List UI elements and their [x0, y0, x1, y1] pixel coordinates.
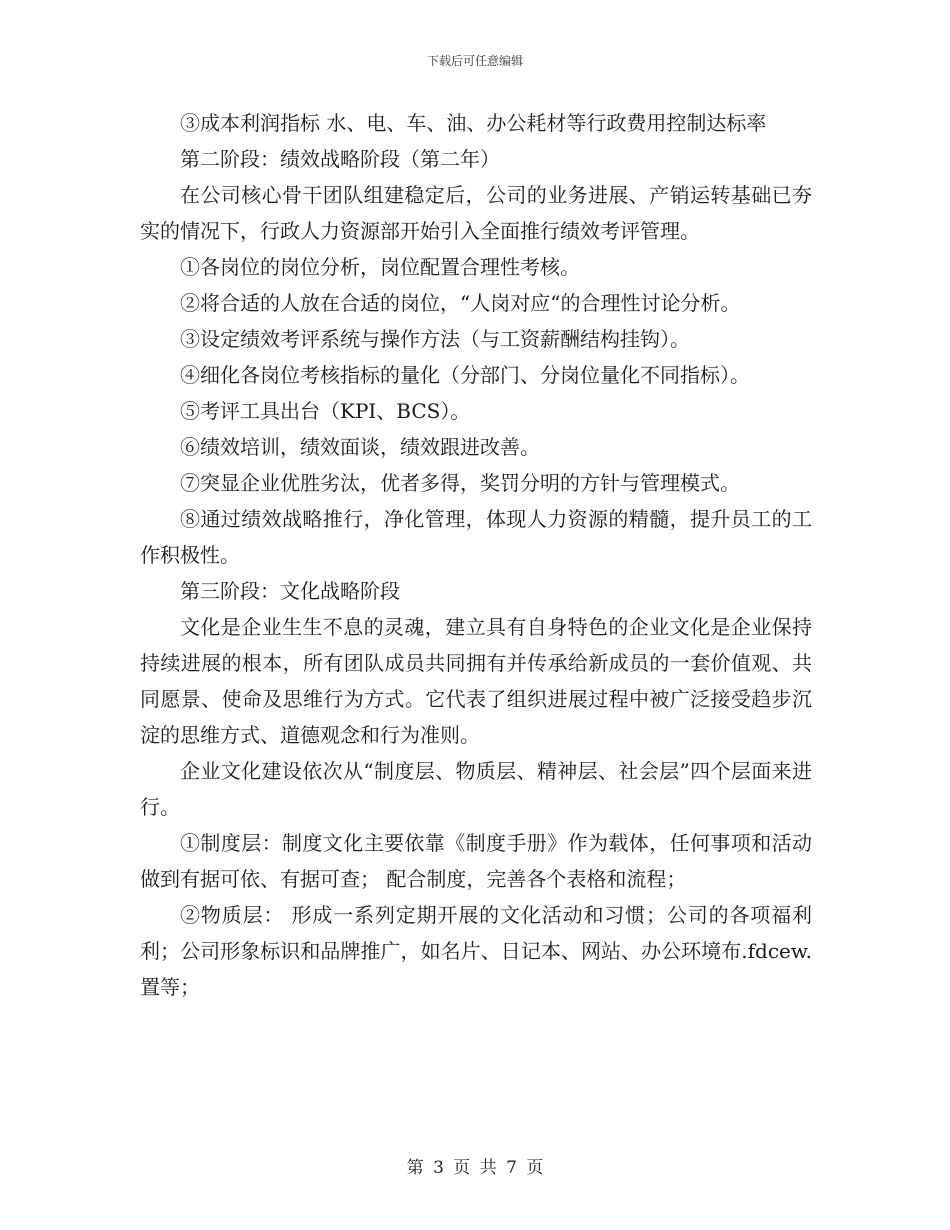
- list-item: ⑦突显企业优胜劣汰，优者多得，奖罚分明的方针与管理模式。: [180, 471, 740, 495]
- list-item: ①制度层：制度文化主要依靠《制度手册》作为载体，任何事项和活动做到有据可依、有据可查； 配合制度，完善各个表格和流程；: [140, 831, 812, 891]
- list-item: ①各岗位的岗位分析，岗位配置合理性考核。: [180, 255, 580, 279]
- page-number-footer: 第 3 页 共 7 页: [406, 1158, 544, 1178]
- section-heading: 第三阶段：文化战略阶段: [180, 579, 400, 603]
- paragraph: 文化是企业生生不息的灵魂，建立具有自身特色的企业文化是企业保持持续进展的根本，所有团队成员共同拥有并传承给新成员的一套价值观、共同愿景、使命及思维行为方式。它代表了组织进展过程中被广泛接受趋步沉淀的思维方式、道德观念和行为准则。: [140, 615, 812, 747]
- list-item: ④细化各岗位考核指标的量化（分部门、分岗位量化不同指标）。: [180, 363, 750, 387]
- page-header-note: 下载后可任意编辑: [426, 54, 523, 68]
- list-item: ⑤考评工具出台（KPI、BCS）。: [180, 399, 471, 423]
- list-item: ②物质层： 形成一系列定期开展的文化活动和习惯；公司的各项福利利；公司形象标识和品牌推广，如名片、日记本、网站、办公环境布.fdcew.置等；: [140, 903, 812, 999]
- paragraph: 在公司核心骨干团队组建稳定后，公司的业务进展、产销运转基础已夯实的情况下，行政人力资源部开始引入全面推行绩效考评管理。: [140, 183, 812, 243]
- list-item: ⑧通过绩效战略推行，净化管理，体现人力资源的精髓，提升员工的工作积极性。: [140, 507, 812, 567]
- list-item: ②将合适的人放在合适的岗位，“人岗对应“的合理性讨论分析。: [180, 291, 741, 315]
- section-heading: 第二阶段：绩效战略阶段（第二年）: [180, 147, 500, 171]
- list-item: ③设定绩效考评系统与操作方法（与工资薪酬结构挂钩）。: [180, 327, 690, 351]
- document-body: [140, 105, 812, 1005]
- paragraph: ③成本利润指标 水、电、车、油、办公耗材等行政费用控制达标率: [180, 111, 767, 135]
- paragraph: 企业文化建设依次从“制度层、物质层、精神层、社会层”四个层面来进行。: [140, 759, 812, 819]
- list-item: ⑥绩效培训，绩效面谈，绩效跟进改善。: [180, 435, 540, 459]
